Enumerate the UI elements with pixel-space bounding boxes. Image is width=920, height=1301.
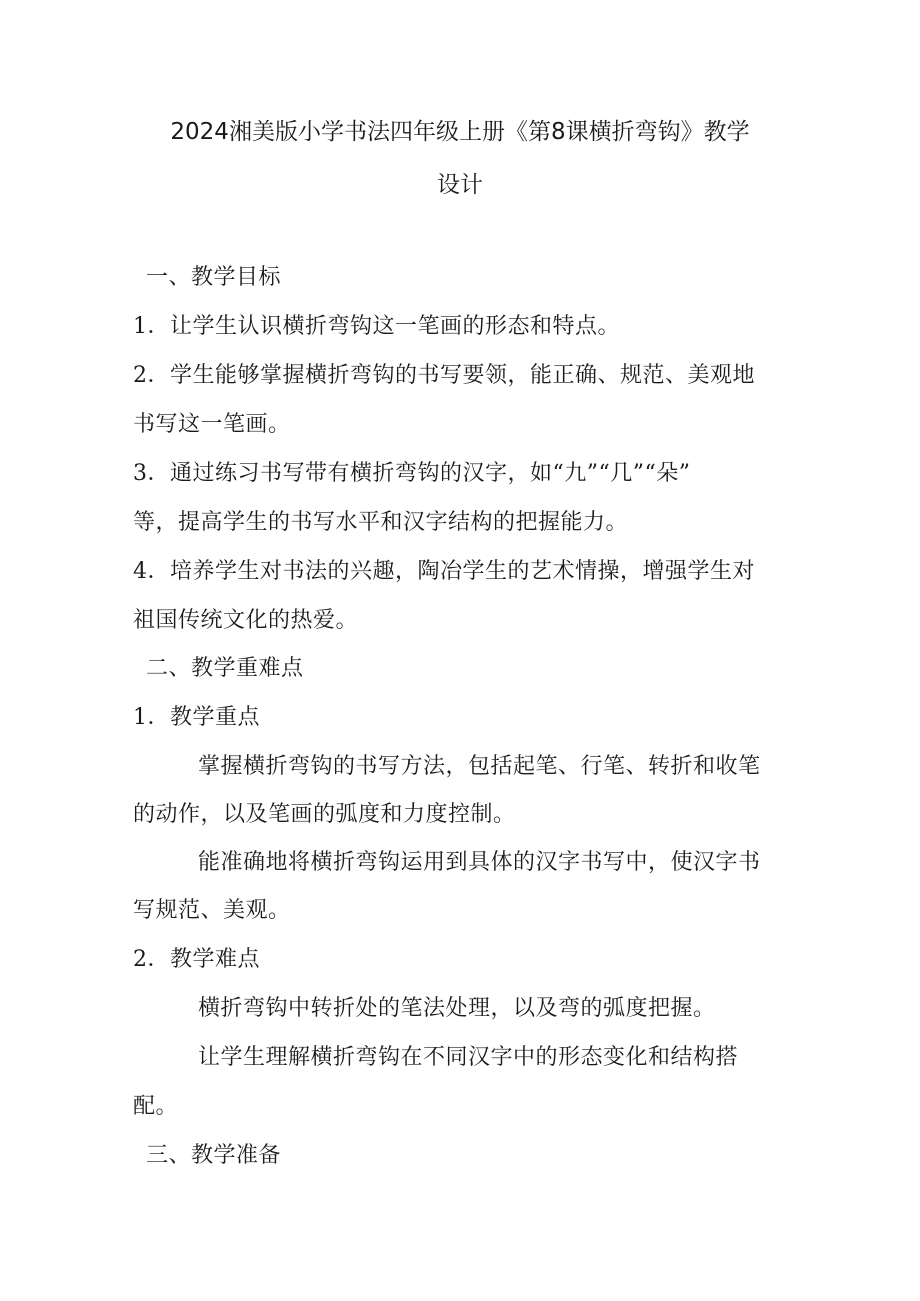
- key-point-paragraph-2-line-2: 写规范、美观。: [133, 898, 291, 923]
- objective-item-4-line-1: 4．培养学生对书法的兴趣，陶冶学生的艺术情操，增强学生对: [133, 559, 755, 584]
- objective-item-4-line-2: 祖国传统文化的热爱。: [133, 608, 359, 633]
- subheading-difficult-point: 2．教学难点: [133, 947, 260, 972]
- document-title-line-2: 设计: [437, 172, 483, 198]
- objective-item-2-line-1: 2．学生能够掌握横折弯钩的书写要领，能正确、规范、美观地: [133, 363, 755, 388]
- key-point-paragraph-1-line-1: 掌握横折弯钩的书写方法，包括起笔、行笔、转折和收笔: [198, 754, 761, 779]
- subheading-key-point: 1．教学重点: [133, 705, 260, 730]
- difficult-point-paragraph-2-line-1: 让学生理解横折弯钩在不同汉字中的形态变化和结构搭: [198, 1045, 739, 1070]
- section-heading-preparation: 三、教学准备: [146, 1143, 282, 1168]
- key-point-paragraph-1-line-2: 的动作，以及笔画的弧度和力度控制。: [133, 802, 516, 827]
- section-heading-objectives: 一、教学目标: [146, 265, 282, 290]
- key-point-paragraph-2-line-1: 能准确地将横折弯钩运用到具体的汉字书写中，使汉字书: [198, 850, 761, 875]
- difficult-point-paragraph-2-line-2: 配。: [133, 1094, 179, 1119]
- document-title-line-1: 2024湘美版小学书法四年级上册《第8课横折弯钩》教学: [170, 119, 750, 145]
- section-heading-key-points: 二、教学重难点: [146, 656, 304, 681]
- objective-item-2-line-2: 书写这一笔画。: [133, 412, 291, 437]
- objective-item-3-line-1: 3．通过练习书写带有横折弯钩的汉字，如“九”“几”“朵”: [133, 461, 691, 486]
- objective-item-3-line-2: 等，提高学生的书写水平和汉字结构的把握能力。: [133, 510, 629, 535]
- difficult-point-paragraph-1: 横折弯钩中转折处的笔法处理，以及弯的弧度把握。: [198, 996, 716, 1021]
- objective-item-1: 1．让学生认识横折弯钩这一笔画的形态和特点。: [133, 314, 620, 339]
